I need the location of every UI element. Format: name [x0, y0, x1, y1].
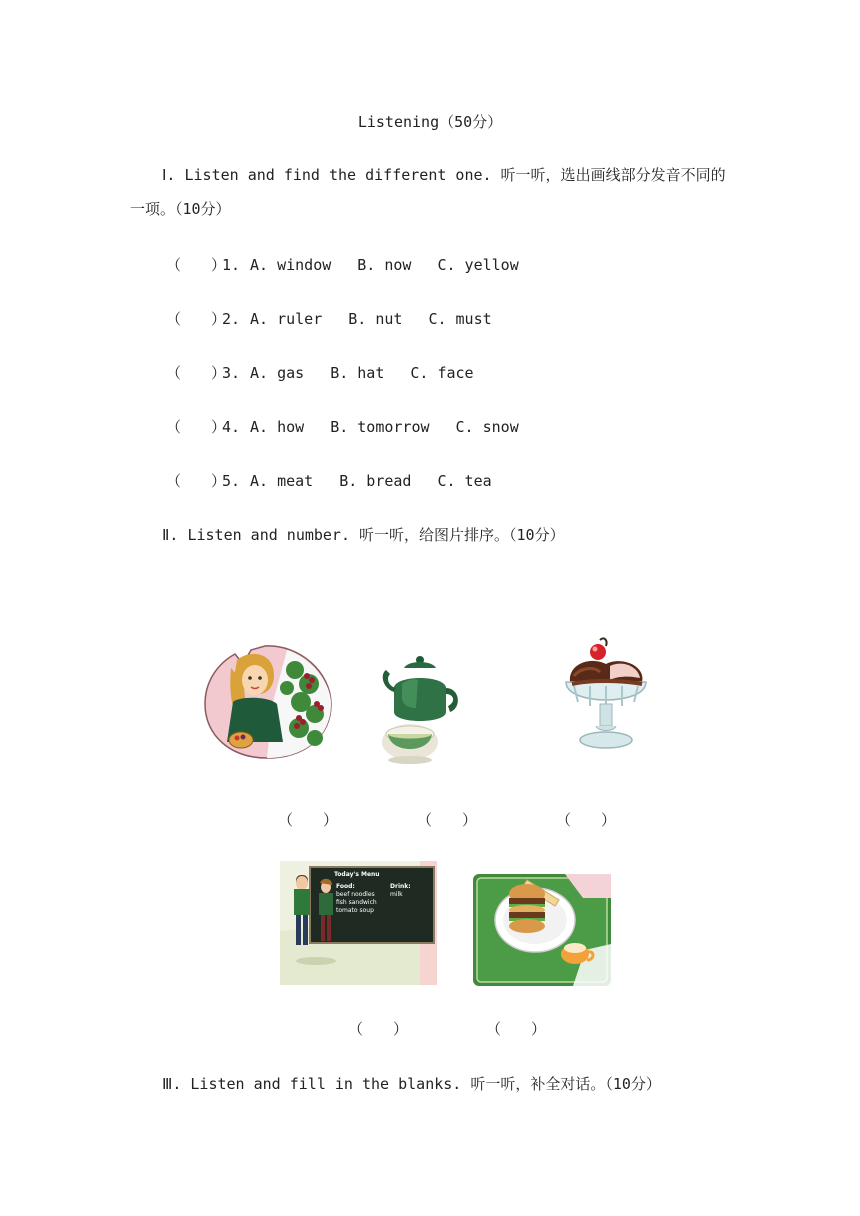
answer-bracket[interactable]: （ ）: [166, 310, 227, 328]
answer-bracket-picture-1[interactable]: （ ）: [278, 811, 339, 829]
menu-food-item-2: fish sandwich: [336, 899, 377, 906]
page-title: Listening（50分）: [357, 113, 503, 131]
answer-bracket-picture-5[interactable]: （ ）: [486, 1020, 547, 1038]
section-1-heading: Ⅰ. Listen and find the different one. 听一听，选出画线部分发音不同的一项。（10分）: [130, 166, 726, 218]
question-4: （ ）4. A. how B. tomorrow C. snow: [166, 418, 519, 436]
answer-bracket[interactable]: （ ）: [166, 418, 227, 436]
hamburger-tray-picture: [473, 874, 611, 986]
menu-board-picture: [280, 861, 437, 985]
teapot-and-cup-picture: [380, 654, 464, 766]
answer-bracket-picture-4[interactable]: （ ）: [348, 1020, 409, 1038]
answer-bracket-picture-2[interactable]: （ ）: [417, 811, 478, 829]
menu-title: Today's Menu: [334, 871, 380, 878]
question-1: （ ）1. A. window B. now C. yellow: [166, 256, 519, 274]
answer-bracket[interactable]: （ ）: [166, 364, 227, 382]
ice-cream-sundae-picture: [560, 636, 654, 760]
menu-food-item-1: beef noodles: [336, 891, 375, 898]
girl-picking-grapes-picture: [203, 642, 335, 760]
menu-food-item-3: tomato soup: [336, 907, 374, 914]
answer-bracket-picture-3[interactable]: （ ）: [556, 811, 617, 829]
section-2-heading: Ⅱ. Listen and number. 听一听，给图片排序。（10分）: [162, 526, 565, 544]
question-3: （ ）3. A. gas B. hat C. face: [166, 364, 474, 382]
section-3-heading: Ⅲ. Listen and fill in the blanks. 听一听，补全对话。（10分）: [162, 1075, 661, 1093]
menu-drink-item-1: milk: [390, 891, 403, 898]
menu-drink-label: Drink:: [390, 883, 411, 890]
answer-bracket[interactable]: （ ）: [166, 256, 227, 274]
question-2: （ ）2. A. ruler B. nut C. must: [166, 310, 492, 328]
menu-food-label: Food:: [336, 883, 355, 890]
question-5: （ ）5. A. meat B. bread C. tea: [166, 472, 492, 490]
answer-bracket[interactable]: （ ）: [166, 472, 227, 490]
